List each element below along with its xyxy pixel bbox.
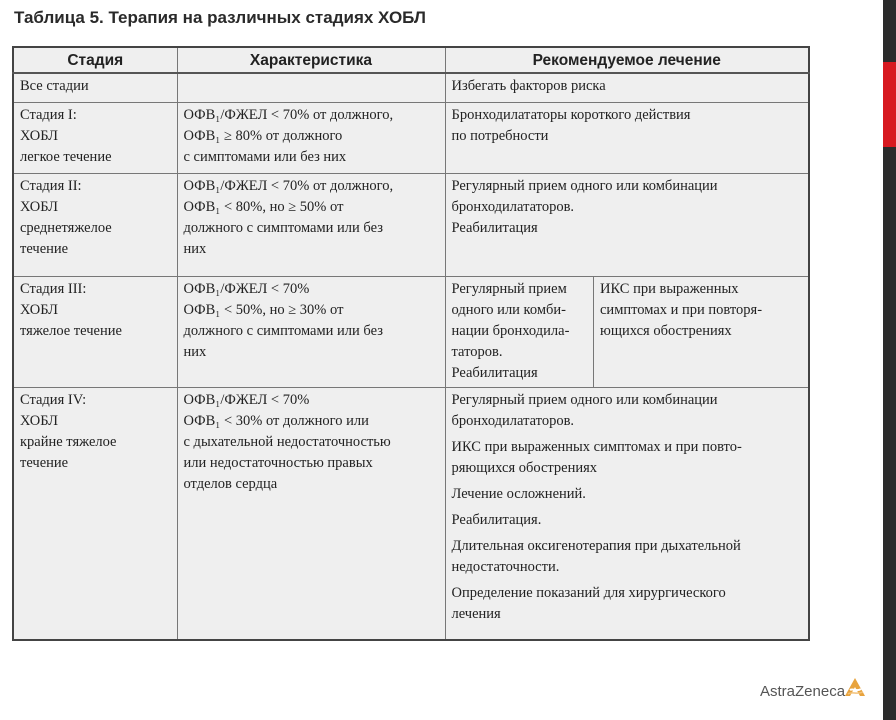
stage-cell [13,103,177,174]
stage-cell [13,277,177,388]
table-row-stage-3 [13,277,809,388]
right-edge-accent [883,62,896,147]
characteristic-line: ОФВ₁/ФЖЕЛ < 70% от должного, [183,178,394,194]
stage-line: Стадия III: [20,281,87,297]
treatment-line: Лечение осложнений. [451,486,586,502]
treatment-line: одного или комби- [451,302,566,318]
table-row-stage-4 [13,388,809,641]
table-header-row [13,47,809,73]
treatment-cell [445,73,809,103]
header-treatment: Рекомендуемое лечение [445,47,809,73]
stage-cell [13,73,177,103]
treatment-line: Реабилитация [451,220,538,236]
characteristic-cell [177,73,445,103]
characteristic-line: ОФВ₁/ФЖЕЛ < 70% от должного, [183,107,394,123]
treatment-line: Регулярный прием одного или комбинации [451,392,718,408]
stage-line: ХОБЛ [20,302,59,318]
stage-line: ХОБЛ [20,128,59,144]
stage-line: Стадия II: [20,178,82,194]
treatment-cell [445,174,809,277]
treatment-line: симптомах и при повторя- [600,302,763,318]
characteristic-line: них [183,344,207,360]
treatment-line: Бронходилататоры короткого действия [451,107,691,123]
characteristic-line: ОФВ₁ ≥ 80% от должного [183,128,343,144]
treatment-line: ряющихся обострениях [451,460,598,476]
characteristic-line: отделов сердца [183,476,278,492]
characteristic-line: с симптомами или без них [183,149,347,165]
stage-line: крайне тяжелое [20,434,117,450]
treatment-line: нации бронходила- [451,323,570,339]
characteristic-line: ОФВ₁/ФЖЕЛ < 70% [183,392,310,408]
stage-line: Все стадии [20,78,89,94]
header-stage: Стадия [13,47,177,73]
treatment-line: Регулярный прием одного или комбинации [451,178,718,194]
treatment-line: ИКС при выраженных [600,281,739,297]
astrazeneca-logo-icon [843,676,867,700]
header-characteristic: Характеристика [177,47,445,73]
characteristic-line: ОФВ₁ < 80%, но ≥ 50% от [183,199,344,215]
characteristic-line: ОФВ₁ < 30% от должного или [183,413,369,429]
treatment-line: Определение показаний для хирургического [451,585,726,601]
stage-line: тяжелое течение [20,323,122,339]
characteristic-line: с дыхательной недостаточностью [183,434,391,450]
treatment-line: Регулярный прием [451,281,567,297]
characteristic-line: должного с симптомами или без [183,220,383,236]
stage-line: Стадия IV: [20,392,87,408]
table-row-stage-1 [13,103,809,174]
treatment-line: бронходилататоров. [451,199,575,215]
treatment-cell [445,103,809,174]
treatment-right-cell [594,277,809,387]
stage-line: ХОБЛ [20,413,59,429]
astrazeneca-logo-text: AstraZeneca [760,683,846,700]
table-caption: Таблица 5. Терапия на различных стадиях ХОБЛ [14,8,426,27]
treatment-line: ИКС при выраженных симптомах и при повто- [451,439,742,455]
stage-line: ХОБЛ [20,199,59,215]
treatment-line: лечения [451,606,501,622]
treatment-line: Реабилитация [451,365,538,381]
characteristic-line: ОФВ₁ < 50%, но ≥ 30% от [183,302,344,318]
stage-line: течение [20,455,69,471]
treatment-line: Длительная оксигенотерапия при дыхательной [451,538,741,554]
stage-cell [13,388,177,641]
characteristic-cell [177,388,445,641]
treatment-line: ющихся обострениях [600,323,732,339]
table-row-all-stages [13,73,809,103]
characteristic-line: них [183,241,207,257]
stage-line: течение [20,241,69,257]
characteristic-line: ОФВ₁/ФЖЕЛ < 70% [183,281,310,297]
characteristic-line: должного с симптомами или без [183,323,383,339]
stage-line: Стадия I: [20,107,77,123]
treatment-cell [445,388,809,641]
stage-cell [13,174,177,277]
treatment-line: недостаточности. [451,559,560,575]
characteristic-cell [177,277,445,388]
characteristic-cell [177,174,445,277]
treatment-line: Реабилитация. [451,512,542,528]
treatment-left-cell [446,277,594,387]
table-row-stage-2 [13,174,809,277]
stage-line: легкое течение [20,149,112,165]
treatment-line: таторов. [451,344,503,360]
characteristic-cell [177,103,445,174]
treatment-subtable [446,277,809,387]
stage-line: среднетяжелое [20,220,112,236]
therapy-table [12,46,810,641]
treatment-line: Избегать факторов риска [451,78,606,94]
treatment-line: по потребности [451,128,549,144]
characteristic-line: или недостаточностью правых [183,455,373,471]
treatment-cell-split [445,277,809,388]
treatment-line: бронходилататоров. [451,413,575,429]
